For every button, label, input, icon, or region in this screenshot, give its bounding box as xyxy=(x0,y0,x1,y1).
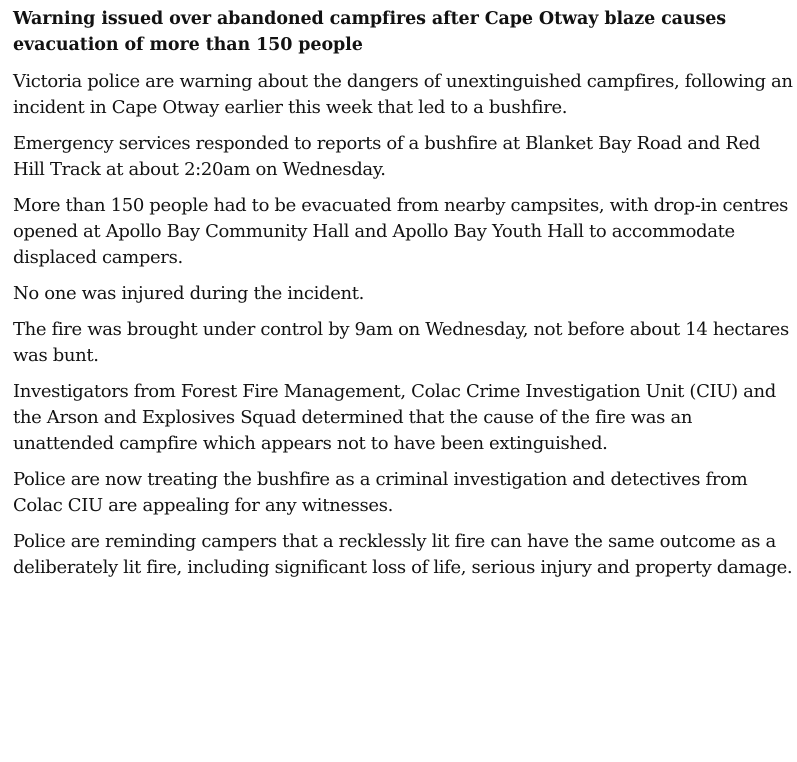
article-paragraph-7: Police are now treating the bushfire as a criminal investigation and detectives from Colac CIU are appealing for any witnesses. xyxy=(13,469,748,516)
article-paragraph-1: Victoria police are warning about the dangers of unextinguished campfires, following an incident in Cape Otway earlier this week that led to a bushfire. xyxy=(13,71,793,118)
article-paragraph-3: More than 150 people had to be evacuated from nearby campsites, with drop-in centres opened at Apollo Bay Community Hall and Apollo Bay Youth Hall to accommodate displaced campers. xyxy=(13,195,789,268)
article-paragraph-6: Investigators from Forest Fire Management, Colac Crime Investigation Unit (CIU) and the Arson and Explosives Squad determined that the cause of the fire was an unattended campfire which appears not to have been extinguished. xyxy=(13,381,776,454)
news-article xyxy=(13,6,793,591)
article-paragraph-8: Police are reminding campers that a recklessly lit fire can have the same outcome as a deliberately lit fire, including significant loss of life, serious injury and property damage. xyxy=(13,531,793,578)
article-headline: Warning issued over abandoned campfires after Cape Otway blaze causes evacuation of more than 150 people xyxy=(13,9,727,55)
article-paragraph-5: The fire was brought under control by 9am on Wednesday, not before about 14 hectares was bunt. xyxy=(13,319,789,366)
article-paragraph-2: Emergency services responded to reports of a bushfire at Blanket Bay Road and Red Hill Track at about 2:20am on Wednesday. xyxy=(13,133,761,180)
article-paragraph-4: No one was injured during the incident. xyxy=(13,283,365,304)
